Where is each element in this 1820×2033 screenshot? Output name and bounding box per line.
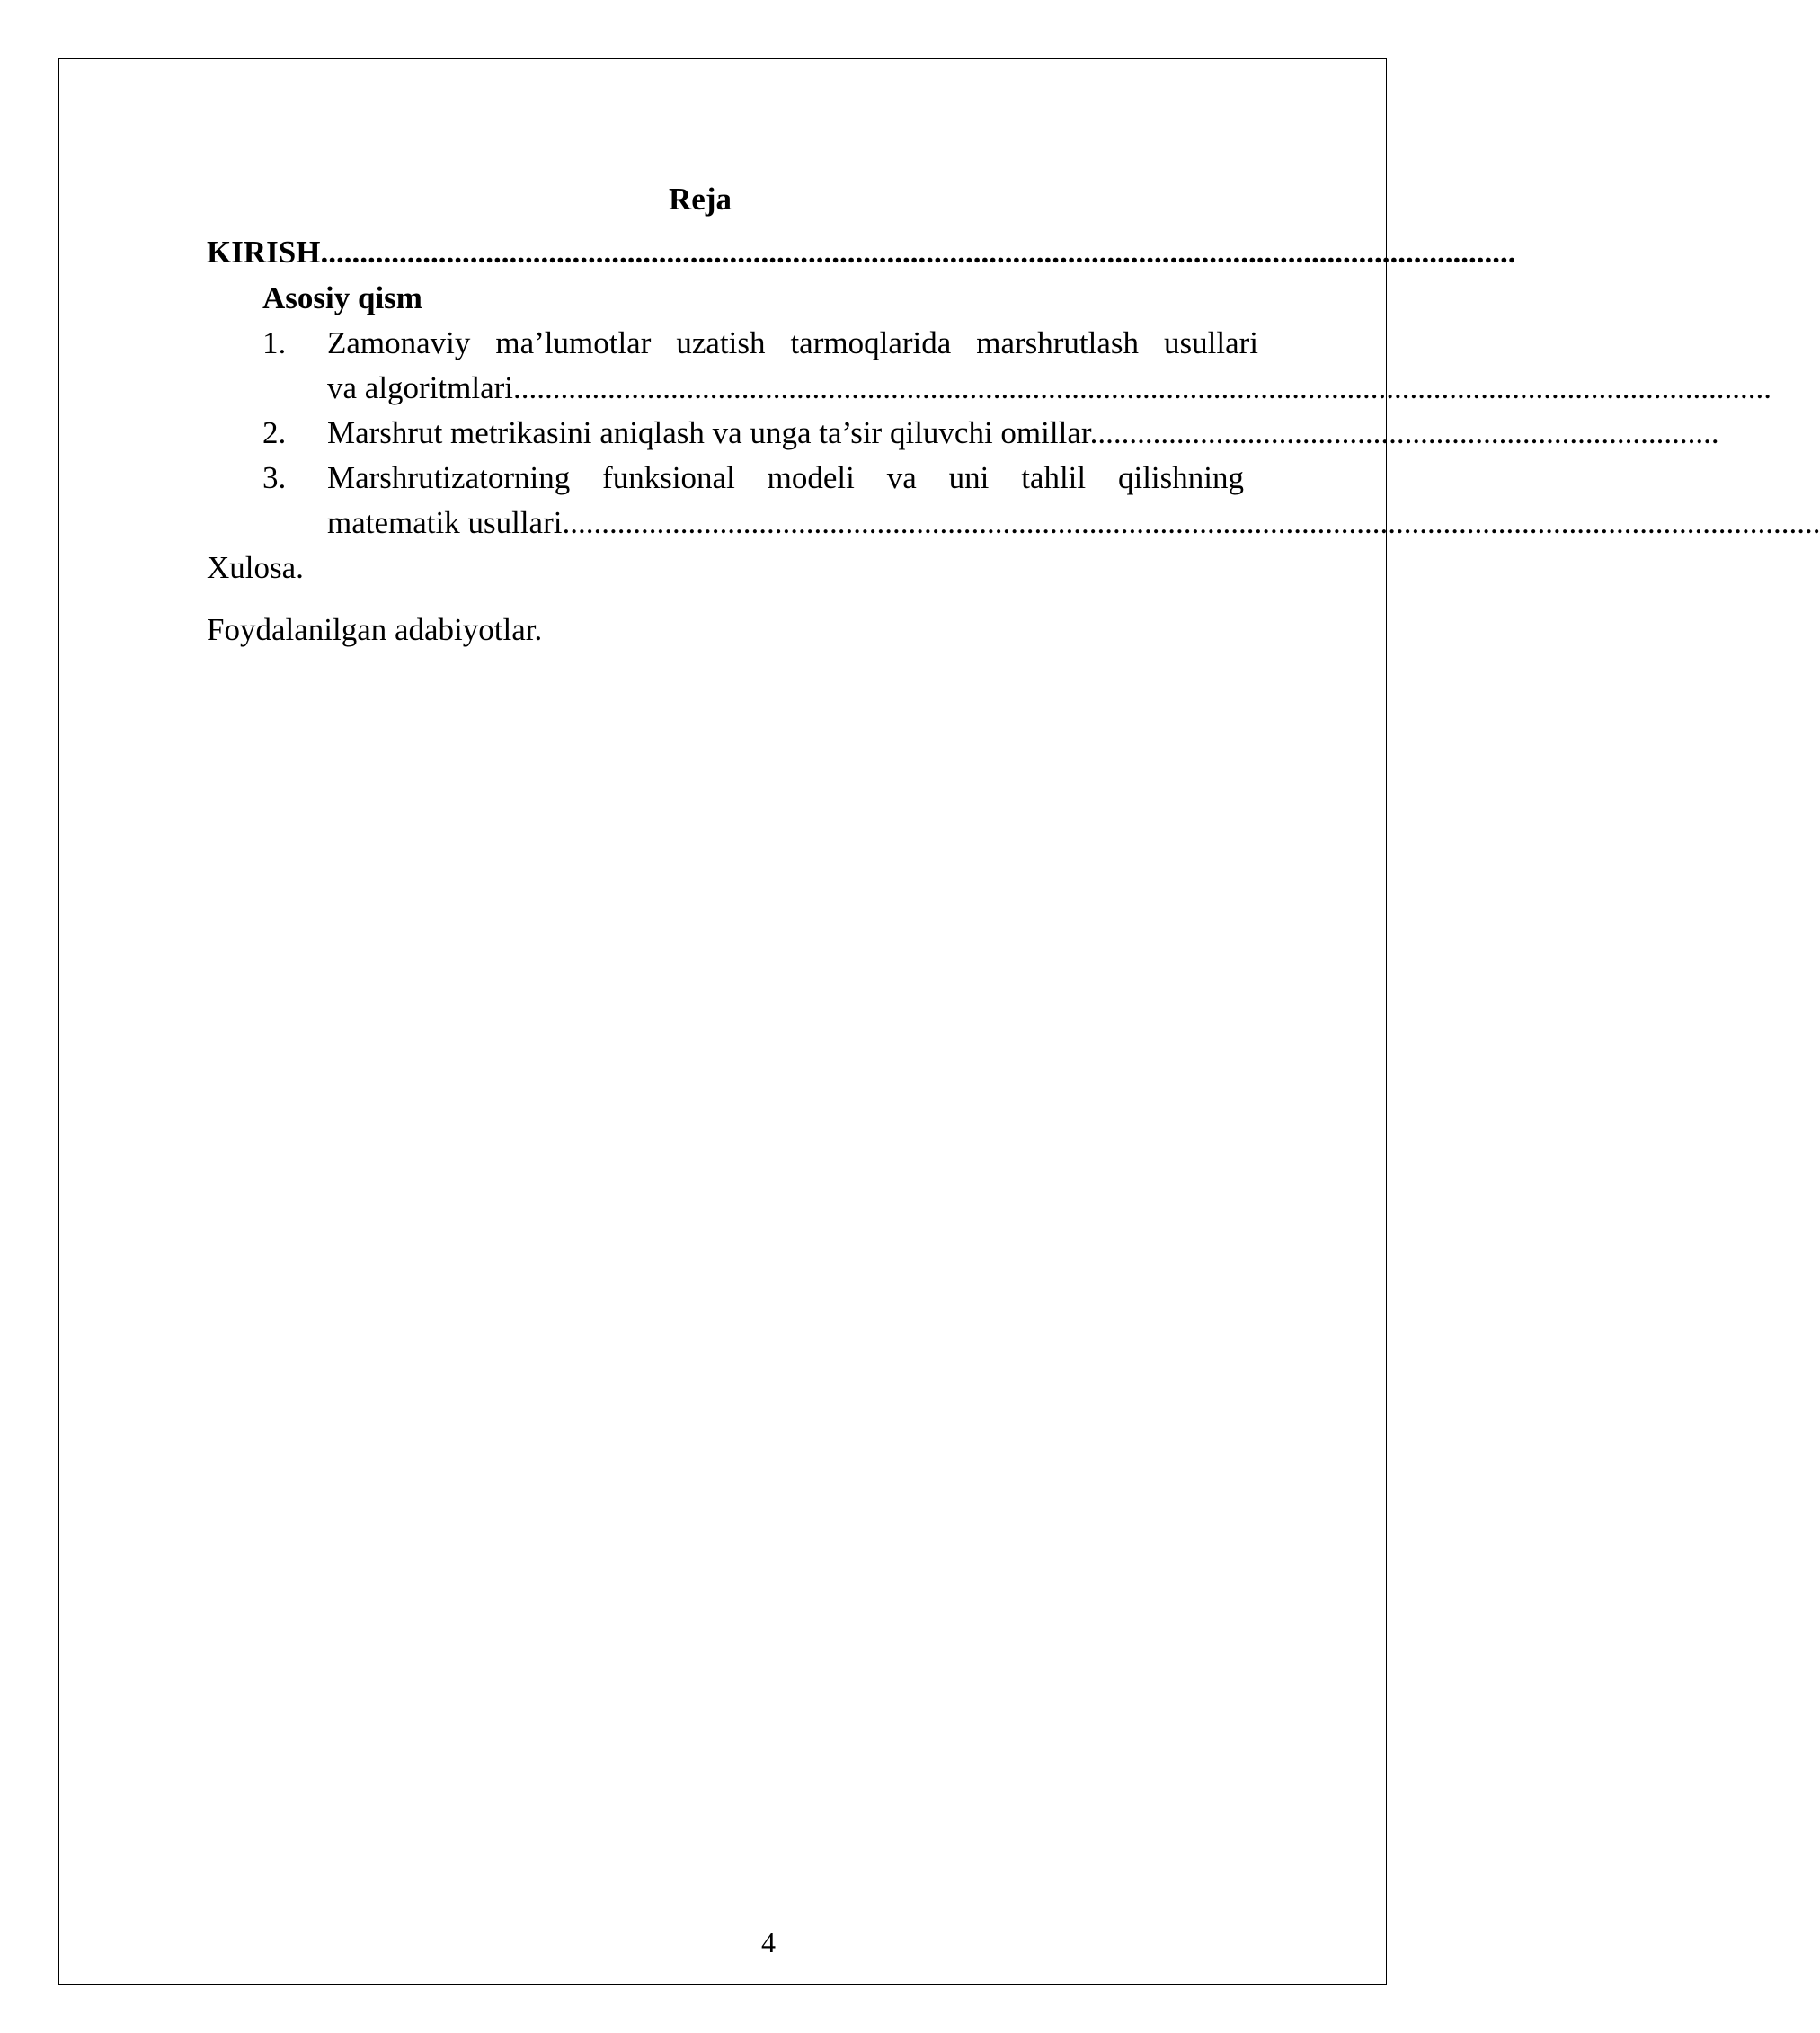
toc-item-1-leader: ................................................................................................................................................................	[513, 370, 1772, 405]
toc-item-2-line1	[327, 411, 1719, 456]
toc-item-3-number: 3.	[262, 460, 287, 495]
toc-item-2-number: 2.	[262, 415, 287, 450]
toc-item-2-text: Marshrut metrikasini aniqlash va unga ta’sir qiluvchi omillar	[327, 415, 1090, 450]
toc-item-1-line2	[327, 366, 1772, 411]
toc-conclusion: Xulosa.	[207, 550, 304, 585]
main-part-heading: Asosiy qism	[262, 280, 422, 315]
toc-item-1-line2-text: va algoritmlari	[327, 370, 514, 405]
toc-intro-label: KIRISH	[207, 235, 321, 270]
toc-item-3-line2-text: matematik usullari	[327, 505, 563, 540]
toc-item-3-leader: ................................................................................................................................................................	[562, 505, 1820, 540]
toc-item-2-leader: ................................................................................	[1089, 415, 1719, 450]
toc-item-3-line1: Marshrutizatorning funksional modeli va uni tahlil qilishning	[327, 460, 1244, 495]
toc-intro	[207, 230, 1516, 275]
toc-item-3-line2	[327, 501, 1820, 546]
toc-item-1-number: 1.	[262, 325, 287, 360]
toc-intro-leader: ........................................................................................................................................................	[320, 235, 1516, 270]
page-number: 4	[761, 1926, 776, 1958]
toc-references: Foydalanilgan adabiyotlar.	[207, 612, 543, 647]
toc-item-1-line1: Zamonaviy ma’lumotlar uzatish tarmoqlarida marshrutlash usullari	[327, 325, 1258, 360]
page-title: Reja	[669, 182, 732, 217]
